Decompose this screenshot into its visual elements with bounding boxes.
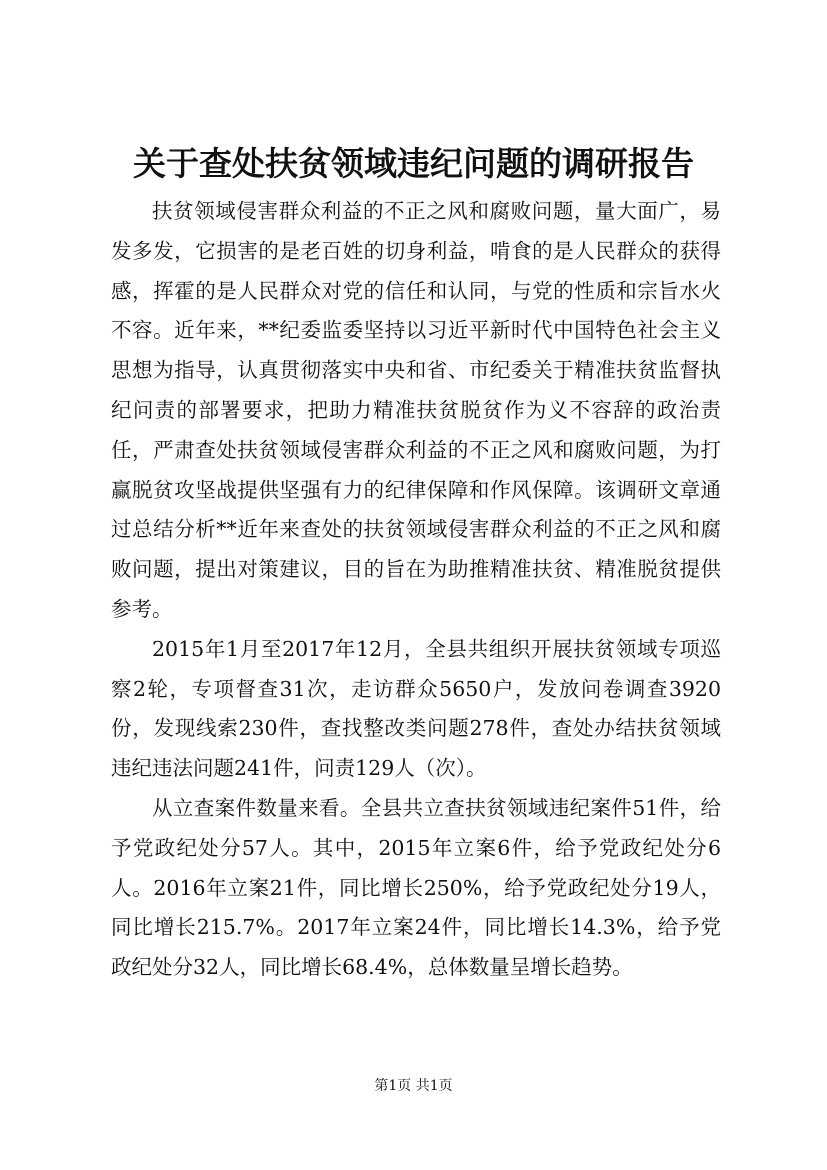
paragraph-case-count: 从立查案件数量来看。全县共立查扶贫领域违纪案件51件，给予党政纪处分57人。其中，2015年立案6件，给予党政纪处分6人。2016年立案21件，同比增长250%，给予党政纪处分19人，同比增长215.7%。2017年立案24件，同比增长14.3%，给予党政纪处分32人，同比增长68.4%，总体数量呈增长趋势。 xyxy=(111,795,721,980)
document-body xyxy=(111,192,721,988)
document-title: 关于查处扶贫领域违纪问题的调研报告 xyxy=(133,144,694,183)
page-footer: 第1页 共1页 xyxy=(374,1078,453,1094)
paragraph-statistics: 2015年1月至2017年12月，全县共组织开展扶贫领域专项巡察2轮，专项督查31次，走访群众5650户，发放问卷调查3920份，发现线索230件，查找整改类问题278件，查处办结扶贫领域违纪违法问题241件，问责129人（次）。 xyxy=(111,636,721,781)
paragraph-intro: 扶贫领域侵害群众利益的不正之风和腐败问题，量大面广，易发多发，它损害的是老百姓的切身利益，啃食的是人民群众的获得感，挥霍的是人民群众对党的信任和认同，与党的性质和宗旨水火不容。近年来，**纪委监委坚持以习近平新时代中国特色社会主义思想为指导，认真贯彻落实中央和省、市纪委关于精准扶贫监督执纪问责的部署要求，把助力精准扶贫脱贫作为义不容辞的政治责任，严肃查处扶贫领域侵害群众利益的不正之风和腐败问题，为打赢脱贫攻坚战提供坚强有力的纪律保障和作风保障。该调研文章通过总结分析**近年来查处的扶贫领域侵害群众利益的不正之风和腐败问题，提出对策建议，目的旨在为助推精准扶贫、精准脱贫提供参考。 xyxy=(111,199,721,621)
